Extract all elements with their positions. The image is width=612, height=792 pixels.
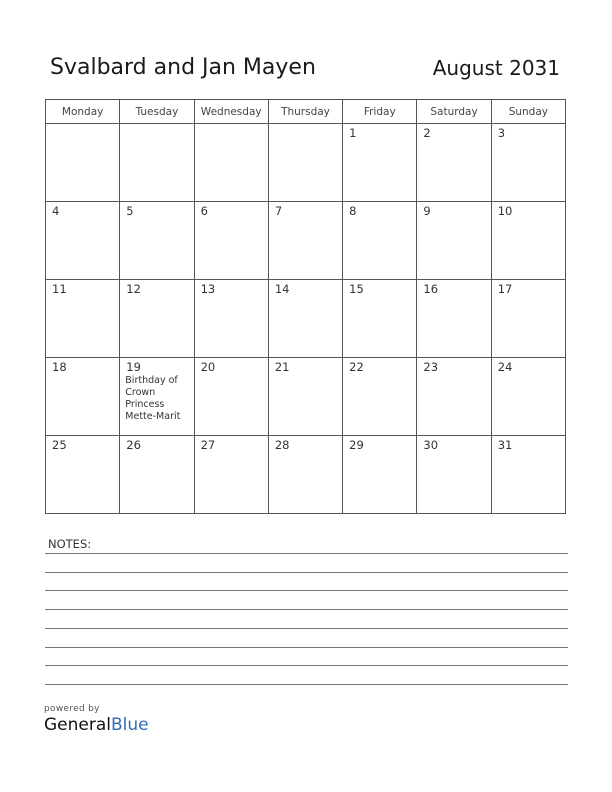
day-number: 22 [349, 360, 364, 374]
day-cell [417, 436, 491, 514]
day-cell [268, 280, 342, 358]
day-number: 19 [126, 360, 141, 374]
calendar-title: Svalbard and Jan Mayen [50, 55, 316, 80]
day-cell [268, 436, 342, 514]
day-number [269, 124, 342, 127]
day-number: 6 [200, 204, 208, 218]
note-line [45, 647, 568, 648]
day-cell [268, 202, 342, 280]
weekday-header: Wednesday [194, 100, 268, 124]
day-number: 30 [423, 438, 439, 452]
day-number: 2 [423, 126, 431, 140]
calendar-grid [45, 99, 566, 514]
weekday-header: Saturday [417, 100, 491, 124]
day-cell [417, 358, 491, 436]
day-number: 20 [200, 360, 216, 374]
day-cell [343, 202, 417, 280]
week-row [46, 124, 566, 202]
weekday-header: Friday [343, 100, 417, 124]
week-row [46, 436, 566, 514]
day-number [120, 124, 193, 127]
weekday-header: Monday [46, 100, 120, 124]
calendar-month: August 2031 [432, 56, 560, 80]
day-number [195, 124, 268, 127]
day-number: 1 [349, 126, 357, 140]
note-line [45, 665, 568, 666]
day-cell [491, 280, 565, 358]
day-cell [46, 280, 120, 358]
weekday-header-row [46, 100, 566, 124]
day-cell [417, 280, 491, 358]
week-row [46, 358, 566, 436]
day-cell [46, 358, 120, 436]
powered-by-text: powered by [44, 704, 100, 714]
day-cell [194, 436, 268, 514]
day-cell [194, 124, 268, 202]
note-line [45, 553, 568, 554]
day-cell [343, 124, 417, 202]
day-number: 12 [126, 282, 141, 296]
note-line [45, 590, 568, 591]
day-number: 8 [349, 204, 357, 218]
brand-logo [44, 715, 149, 735]
day-cell [343, 358, 417, 436]
note-line [45, 684, 568, 685]
day-cell [268, 358, 342, 436]
day-cell [120, 202, 194, 280]
day-number: 31 [497, 438, 513, 452]
day-cell [120, 436, 194, 514]
day-cell [120, 280, 194, 358]
brand-footer [44, 704, 149, 735]
day-number: 16 [423, 282, 439, 296]
note-line [45, 628, 568, 629]
weekday-header: Sunday [491, 100, 565, 124]
day-cell [46, 436, 120, 514]
day-cell [46, 124, 120, 202]
day-number: 29 [349, 438, 364, 452]
day-number: 10 [497, 204, 513, 218]
day-number [46, 124, 119, 127]
day-number: 23 [423, 360, 439, 374]
day-cell [194, 280, 268, 358]
holiday-event: Birthday of Crown Princess Mette-Marit [125, 375, 181, 422]
day-cell [343, 436, 417, 514]
day-number: 27 [200, 438, 216, 452]
day-cell [491, 124, 565, 202]
day-number: 17 [497, 282, 513, 296]
day-cell [343, 280, 417, 358]
day-number: 11 [52, 282, 67, 296]
day-cell [491, 358, 565, 436]
day-number: 15 [349, 282, 364, 296]
day-number: 18 [52, 360, 67, 374]
day-number: 13 [200, 282, 216, 296]
day-cell [491, 436, 565, 514]
day-cell [120, 124, 194, 202]
brand-name-general: General [44, 715, 111, 735]
day-number: 21 [274, 360, 290, 374]
notes-label: NOTES: [48, 537, 92, 551]
day-cell [491, 202, 565, 280]
week-row [46, 280, 566, 358]
day-cell [417, 124, 491, 202]
week-row [46, 202, 566, 280]
day-number: 4 [52, 204, 60, 218]
day-cell [268, 124, 342, 202]
day-number: 7 [274, 204, 283, 218]
day-number: 9 [423, 204, 431, 218]
day-cell [46, 202, 120, 280]
brand-name-blue: Blue [111, 715, 149, 735]
day-number: 25 [52, 438, 67, 452]
day-cell [194, 358, 268, 436]
day-number: 24 [497, 360, 513, 374]
weekday-header: Thursday [268, 100, 342, 124]
day-number: 26 [126, 438, 141, 452]
day-number: 5 [126, 204, 134, 218]
note-line [45, 609, 568, 610]
day-number: 14 [274, 282, 290, 296]
note-line [45, 572, 568, 573]
day-number: 3 [497, 126, 506, 140]
weekday-header: Tuesday [120, 100, 194, 124]
day-number: 28 [274, 438, 290, 452]
day-cell [194, 202, 268, 280]
day-cell [417, 202, 491, 280]
day-cell [120, 358, 194, 436]
